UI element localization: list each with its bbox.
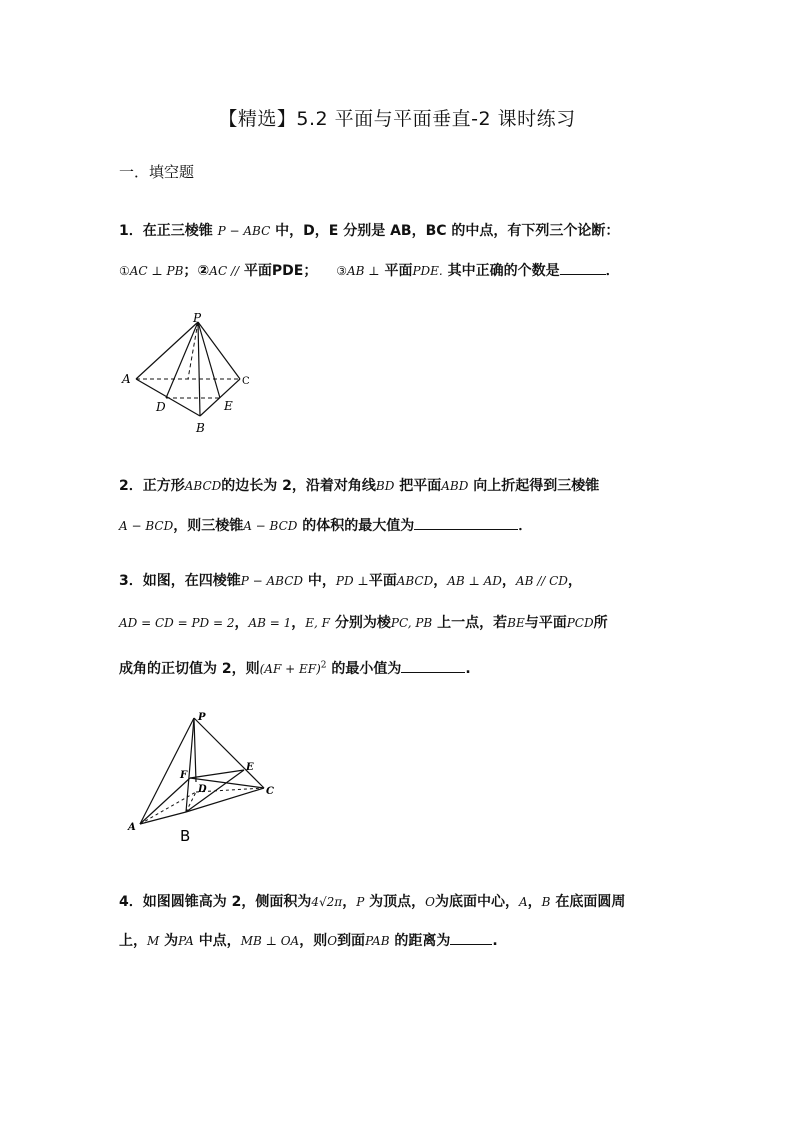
q4-end: . xyxy=(492,933,498,949)
q1-math: AB ⊥ xyxy=(347,264,380,278)
q2-text: 的体积的最大值为 xyxy=(302,518,415,534)
fig2-label-b: B xyxy=(180,827,191,844)
q3-math: AB ⊥ AD xyxy=(447,574,502,588)
q4-text: 如图圆锥高为 2，侧面积为 xyxy=(142,894,312,910)
fig1-label-b: B xyxy=(196,421,205,435)
q3-math: PC, PB xyxy=(390,616,433,630)
q1-circled-1: ① xyxy=(119,264,130,278)
q3-text: 与平面 xyxy=(524,615,567,631)
q1-math: AC // xyxy=(209,264,240,278)
q1-text: 在正三棱锥 xyxy=(142,223,213,239)
q1-text: ；② xyxy=(183,263,210,279)
q4-math: PAB xyxy=(365,934,390,948)
q1-math: P − ABC xyxy=(217,224,271,238)
q2-text: 向上折起得到三棱锥 xyxy=(473,478,600,494)
fig2-label-c: C xyxy=(266,786,274,797)
q4-text: ，则 xyxy=(299,933,328,949)
section-heading: 一．填空题 xyxy=(119,163,195,181)
q3-math: PD ⊥ xyxy=(335,574,369,588)
q2-math: ABD xyxy=(441,479,469,493)
q3-math: AB // CD xyxy=(515,574,568,588)
q3-text: ， xyxy=(234,615,249,631)
q4-number: 4． xyxy=(119,894,143,910)
q3-line-3 xyxy=(119,658,471,678)
fig2-label-f: F xyxy=(180,770,188,781)
q1-text: 平面PDE； xyxy=(243,263,318,279)
q2-text: 把平面 xyxy=(399,478,442,494)
q1-text: 其中正确的个数是 xyxy=(447,263,560,279)
q3-line-2 xyxy=(119,612,608,632)
q4-text: 到面 xyxy=(337,933,366,949)
fig2-label-e: E xyxy=(246,762,254,773)
q4-math: O xyxy=(425,895,435,909)
q3-text: 的最小值为 xyxy=(331,661,402,677)
q4-text: 上， xyxy=(119,933,147,949)
q3-end: . xyxy=(465,661,471,677)
q4-line-1 xyxy=(119,891,625,911)
fig2-label-d: D xyxy=(198,784,207,795)
q4-line-2 xyxy=(119,930,498,950)
q1-line-2 xyxy=(119,260,620,280)
q1-circled-3: ③ xyxy=(336,264,347,278)
q4-text: ， xyxy=(527,894,542,910)
q1-text: 中，D，E 分别是 AB，BC 的中点，有下列三个论断： xyxy=(275,223,620,239)
q3-text: 上一点，若 xyxy=(437,615,508,631)
q4-answer-blank[interactable] xyxy=(450,932,492,945)
q4-math: PA xyxy=(178,934,194,948)
q2-text: ，则三棱锥 xyxy=(173,518,244,534)
q3-math: BE xyxy=(507,616,525,630)
figure-1-pyramid xyxy=(118,310,258,438)
q3-math: AD = CD = PD = 2 xyxy=(119,616,235,630)
q4-math: MB ⊥ OA xyxy=(240,934,300,948)
fig1-label-p: P xyxy=(193,311,202,325)
q2-answer-blank[interactable] xyxy=(414,517,518,530)
q4-math: 4√2π xyxy=(311,895,343,909)
q4-text: ， xyxy=(342,894,357,910)
q3-text: ， xyxy=(567,573,582,589)
q2-math: A − BCD xyxy=(243,519,298,533)
q1-text: 平面 xyxy=(384,263,413,279)
q3-exponent: 2 xyxy=(320,660,327,671)
q1-number: 1． xyxy=(119,223,143,239)
q3-text: ， xyxy=(501,573,516,589)
q2-math: A − BCD xyxy=(119,519,174,533)
q2-math: BD xyxy=(375,479,395,493)
q1-answer-blank[interactable] xyxy=(560,262,606,275)
fig1-label-c: C xyxy=(242,376,250,387)
q3-math: E, F xyxy=(305,616,331,630)
fig1-label-a: A xyxy=(122,372,131,386)
q4-text: 中点， xyxy=(198,933,241,949)
q1-end: ． xyxy=(605,263,620,279)
q1-math: AC ⊥ PB xyxy=(129,264,184,278)
q3-math: AB = 1 xyxy=(248,616,292,630)
fig1-label-d: D xyxy=(156,400,166,414)
fig1-label-e: E xyxy=(224,399,233,413)
q3-text: 分别为棱 xyxy=(334,615,391,631)
q2-text: 正方形 xyxy=(142,478,185,494)
q3-text: 如图，在四棱锥 xyxy=(142,573,241,589)
q3-number: 3． xyxy=(119,573,143,589)
q2-text: 的边长为 2，沿着对角线 xyxy=(221,478,376,494)
q2-line-2 xyxy=(119,515,532,535)
q3-text: ， xyxy=(291,615,306,631)
q2-math: ABCD xyxy=(184,479,222,493)
page-title: 【精选】5.2 平面与平面垂直-2 课时练习 xyxy=(218,108,576,130)
q3-answer-blank[interactable] xyxy=(401,660,465,673)
q4-text: 为底面中心， xyxy=(434,894,519,910)
q2-end: ． xyxy=(518,518,533,534)
q4-text: 在底面圆周 xyxy=(555,894,626,910)
q3-text: ， xyxy=(433,573,448,589)
q1-math: PDE. xyxy=(412,264,443,278)
q3-math: ABCD xyxy=(396,574,434,588)
q4-math: P xyxy=(356,895,365,909)
q4-math: B xyxy=(541,895,551,909)
q3-math: PCD xyxy=(566,616,594,630)
q1-line-1 xyxy=(119,220,619,240)
q4-text: 为 xyxy=(164,933,179,949)
q2-number: 2． xyxy=(119,478,143,494)
q4-math: O xyxy=(327,934,338,948)
q3-text: 所 xyxy=(593,615,608,631)
q3-text: 中， xyxy=(307,573,336,589)
q4-math: A xyxy=(518,895,528,909)
fig2-label-p: P xyxy=(198,712,206,723)
q3-math: (AF + EF) xyxy=(259,662,321,676)
q4-text: 的距离为 xyxy=(394,933,451,949)
fig2-label-a: A xyxy=(128,822,136,833)
q4-text: 为顶点， xyxy=(369,894,426,910)
q3-line-1 xyxy=(119,570,582,590)
q3-text: 成角的正切值为 2，则 xyxy=(119,661,260,677)
q3-math: P − ABCD xyxy=(240,574,304,588)
q4-math: M xyxy=(147,934,160,948)
figure-2-pyramid xyxy=(126,708,286,844)
q2-line-1 xyxy=(119,475,599,495)
q3-text: 平面 xyxy=(368,573,397,589)
